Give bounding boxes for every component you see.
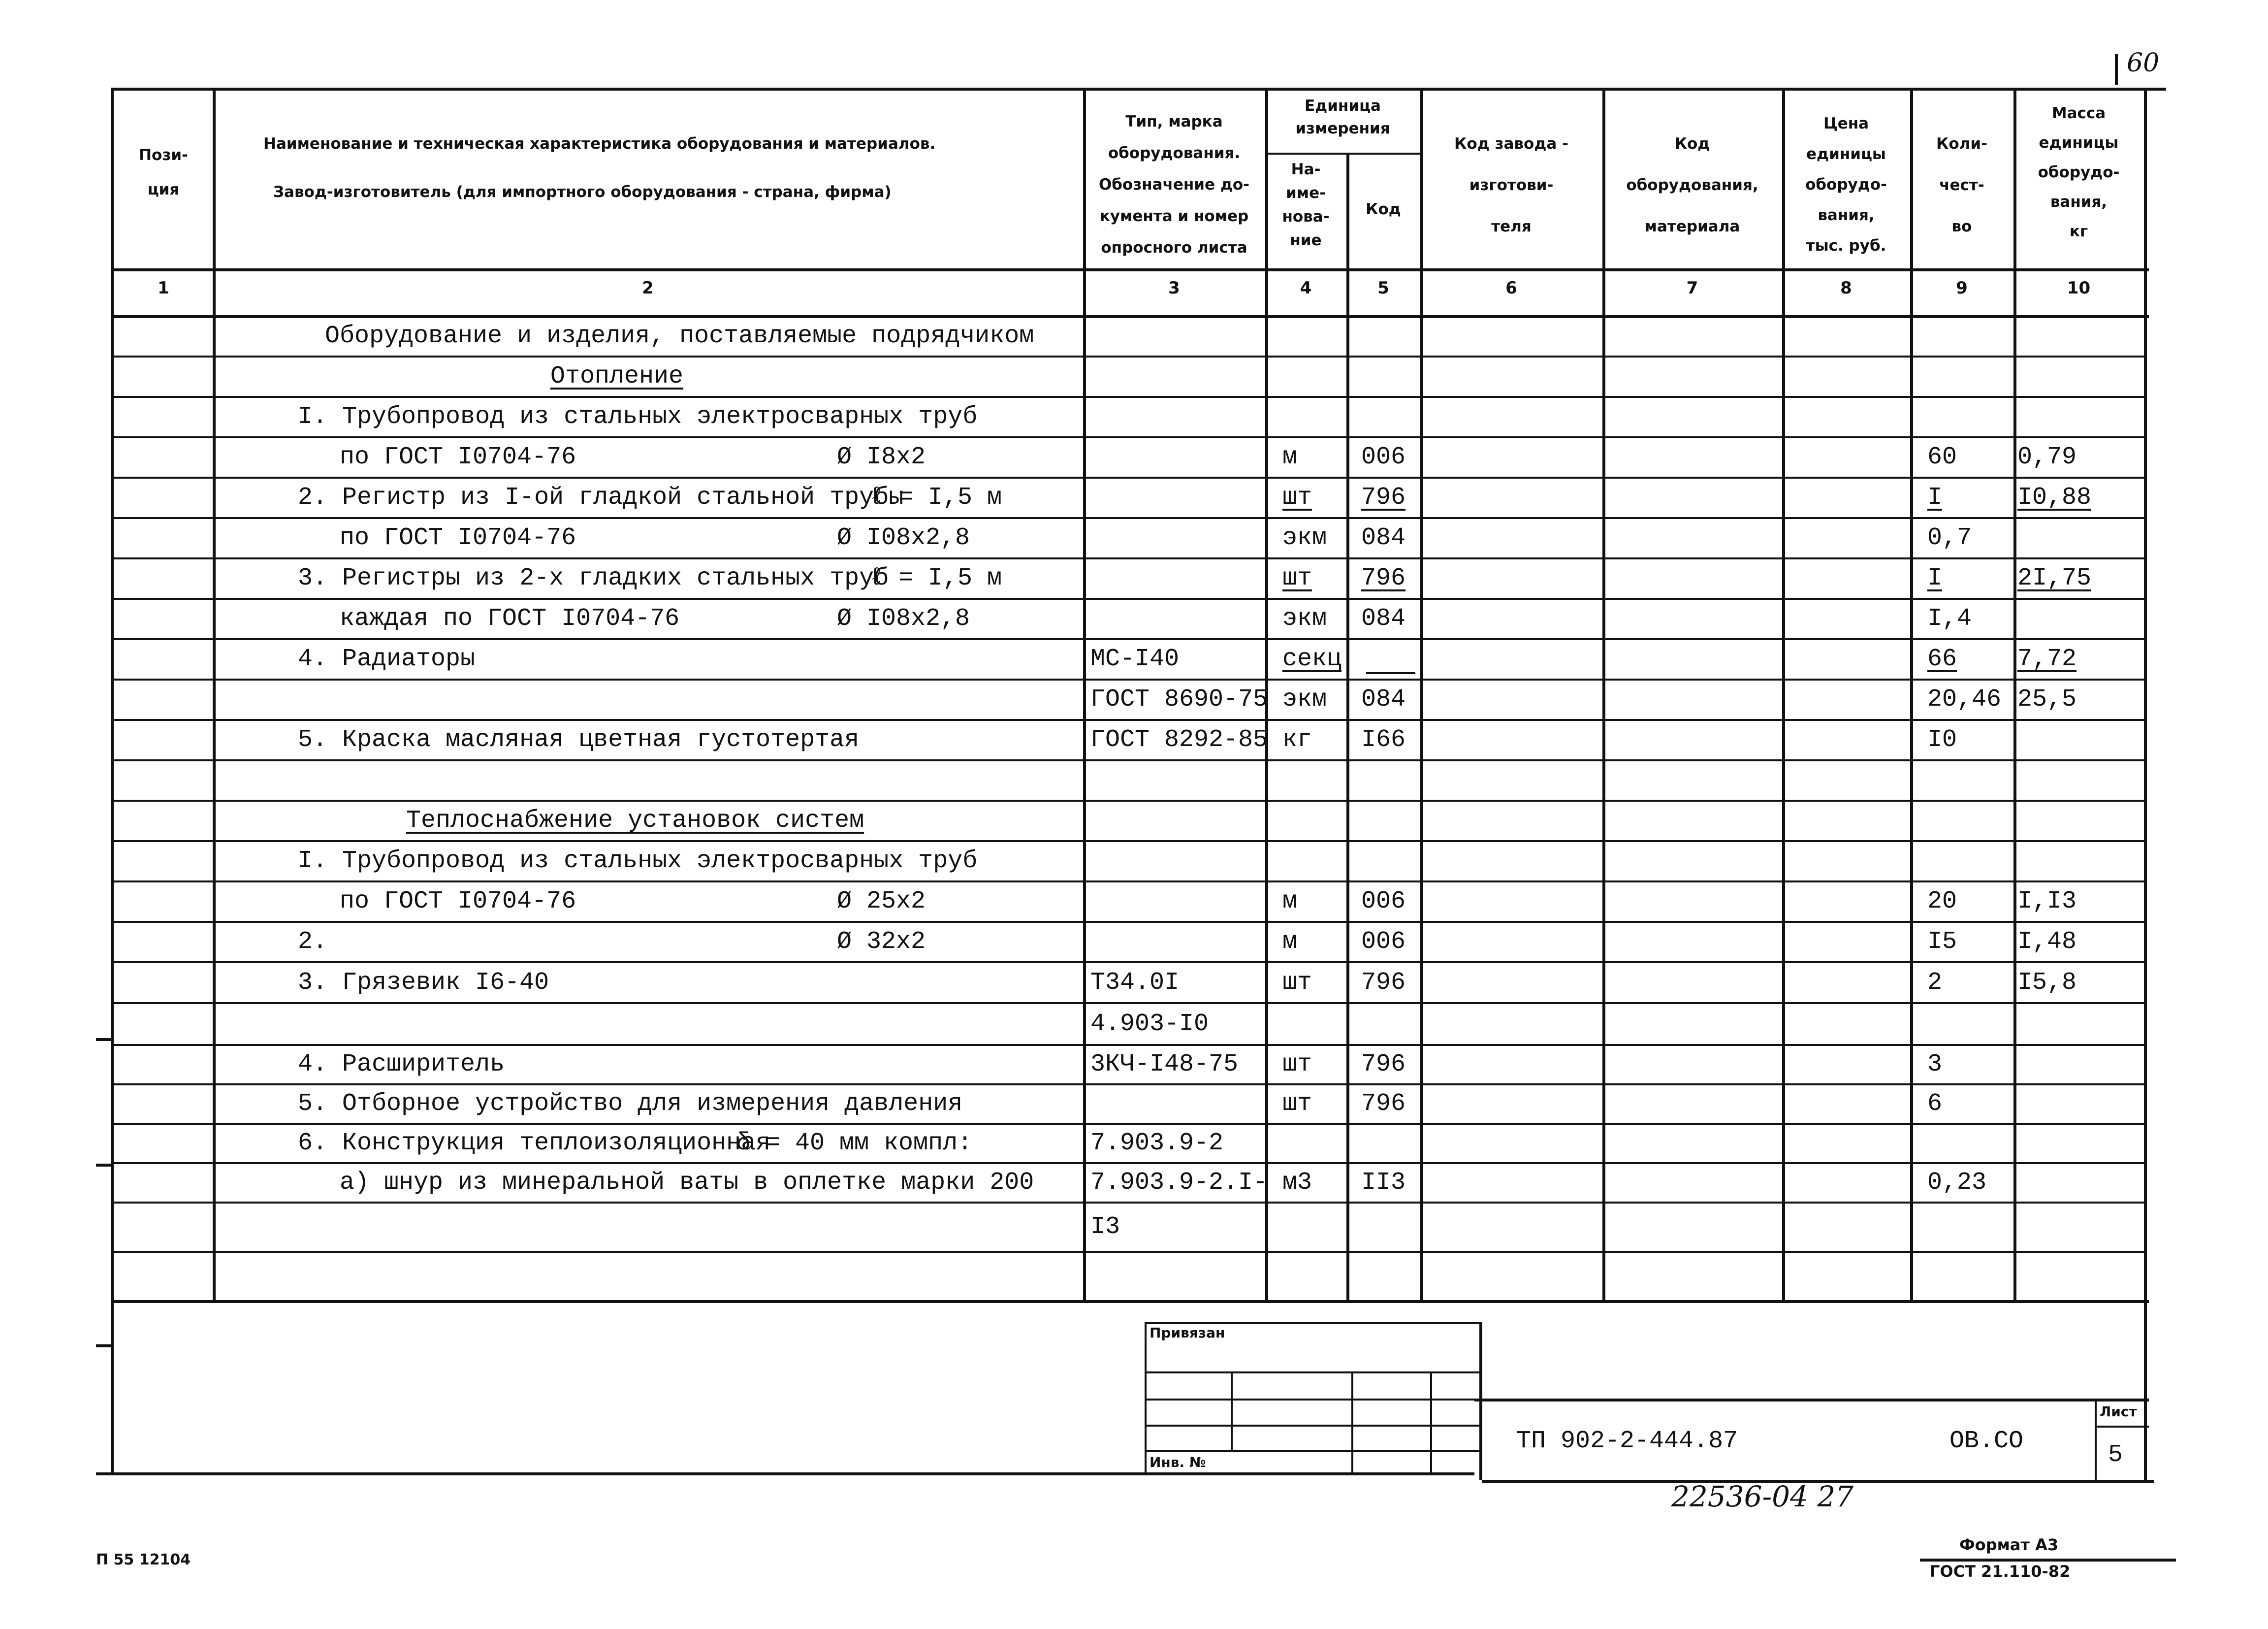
row-name: а) шнур из минеральной ваты в оплетке марки 200 — [340, 1169, 1034, 1197]
page-number: 60 — [2127, 48, 2160, 78]
stamp-box-div-3 — [1430, 1371, 1432, 1475]
row-line — [113, 517, 2144, 519]
stamp-box-div-1 — [1231, 1371, 1233, 1450]
row-line — [113, 921, 2144, 923]
handwritten-number: 22536-04 27 — [1671, 1480, 1854, 1513]
row-line — [113, 598, 2144, 600]
header-unit-group: Единица измерения — [1295, 97, 1390, 137]
row-unit: шт — [1282, 968, 1312, 997]
row-unit: м — [1282, 443, 1298, 471]
stamp-top-line — [1474, 1399, 2149, 1401]
row-line — [113, 1300, 2144, 1302]
footer-line-left — [96, 1472, 1474, 1475]
header-quantity: Коли- чест- во — [1936, 135, 1987, 235]
row-name: 2. Регистр из I-ой гладкой стальной трубы — [298, 484, 904, 512]
row-quantity: 20 — [1927, 887, 1957, 915]
stamp-inv-no: Инв. № — [1150, 1454, 1206, 1470]
col-div-8 — [1910, 88, 1913, 1300]
sheet-label-line — [2095, 1426, 2149, 1428]
row-line — [113, 840, 2144, 842]
row-mass: I,I3 — [2017, 887, 2077, 915]
row-quantity: 3 — [1927, 1050, 1943, 1078]
row-name: 3. Регистры из 2-х гладких стальных труб — [298, 564, 889, 592]
row-name: 4. Расширитель — [298, 1050, 505, 1078]
row-name: I. Трубопровод из стальных электросварных труб — [298, 847, 978, 875]
header-mass: Масса единицы оборудо- вания, кг — [2038, 104, 2120, 240]
row-code: 796 — [1361, 1090, 1406, 1118]
row-unit: м3 — [1282, 1169, 1312, 1197]
row-name: 4. Радиаторы — [298, 645, 476, 673]
row-type: Т34.0I — [1090, 968, 1180, 997]
stamp-privyazan: Привязан — [1150, 1325, 1225, 1341]
doc-mark: ОВ.СО — [1949, 1427, 2024, 1455]
row-name: I. Трубопровод из стальных электросварных труб — [298, 403, 978, 431]
gost-label: ГОСТ 21.110-82 — [1930, 1562, 2071, 1581]
row-name: 6. Конструкция теплоизоляционная — [298, 1129, 771, 1157]
row-quantity: I,4 — [1927, 605, 1972, 633]
row-name: 5. Отборное устройство для измерения давления — [298, 1090, 963, 1118]
row-line — [113, 679, 2144, 681]
unit-group-line — [1265, 153, 1420, 155]
colnum-7: 7 — [1686, 278, 1698, 298]
row-name: 5. Краска масляная цветная густотертая — [298, 726, 860, 754]
frame-left — [111, 88, 114, 1472]
row-name: по ГОСТ I0704-76 — [340, 443, 576, 471]
row-quantity: I — [1927, 564, 1943, 592]
row-quantity: 20,46 — [1927, 685, 2002, 714]
row-quantity: 60 — [1927, 443, 1957, 471]
header-name-line1: Наименование и техническая характеристика оборудования и материалов. — [263, 135, 936, 153]
row-unit: шт — [1282, 484, 1312, 512]
row-type: 7.903.9-2.I- — [1090, 1169, 1268, 1197]
colnum-1: 1 — [158, 278, 169, 298]
row-code: 796 — [1361, 484, 1406, 512]
row-quantity: 0,23 — [1927, 1169, 1987, 1197]
colnum-3: 3 — [1168, 278, 1180, 298]
row-code: 006 — [1361, 887, 1406, 915]
margin-tick-2 — [96, 1164, 111, 1167]
row-mass: 25,5 — [2017, 685, 2077, 714]
stamp-box-line-3 — [1145, 1425, 1479, 1427]
row-mass: 2I,75 — [2017, 564, 2092, 592]
row-type: ГОСТ 8292-85 — [1090, 726, 1268, 754]
margin-tick-3 — [96, 1344, 111, 1347]
colnum-9: 9 — [1956, 278, 1968, 298]
row-dimension: Ø 25x2 — [837, 887, 926, 915]
header-unit-name: На- име- нова- ние — [1282, 161, 1330, 249]
row-name: Отопление — [550, 362, 684, 391]
row-type: 3КЧ-I48-75 — [1090, 1050, 1239, 1078]
row-type: I3 — [1090, 1213, 1120, 1241]
header-equipment-code: Код оборудования, материала — [1626, 135, 1758, 235]
row-quantity: 2 — [1927, 968, 1943, 997]
row-type: МС-I40 — [1090, 645, 1180, 673]
row-code: 006 — [1361, 443, 1406, 471]
colnum-6: 6 — [1505, 278, 1517, 298]
col-div-7 — [1782, 88, 1785, 1300]
sheet-box-left — [2095, 1399, 2097, 1480]
row-name: 2. — [298, 928, 328, 956]
stamp-box-top — [1145, 1322, 1479, 1324]
row-name: по ГОСТ I0704-76 — [340, 887, 576, 915]
stamp-box-right — [1479, 1322, 1482, 1480]
row-dimension: ℓ = I,5 м — [869, 484, 1002, 512]
row-line — [113, 1202, 2144, 1204]
row-unit: шт — [1282, 564, 1312, 592]
frame-right — [2144, 88, 2147, 1481]
colnum-bottom-line — [111, 315, 2149, 318]
header-bottom-line — [111, 268, 2149, 271]
row-mass: I5,8 — [2017, 968, 2077, 997]
row-line — [113, 1162, 2144, 1164]
stamp-box-line-1 — [1145, 1371, 1479, 1373]
bottom-right-line — [1920, 1559, 2176, 1562]
row-mass: 0,79 — [2017, 443, 2077, 471]
row-line — [113, 800, 2144, 802]
row-name: Теплоснабжение установок систем — [406, 807, 864, 835]
frame-top — [111, 88, 2166, 91]
row-unit: экм — [1282, 685, 1327, 714]
colnum-8: 8 — [1840, 278, 1852, 298]
row-line — [113, 1044, 2144, 1046]
row-name: по ГОСТ I0704-76 — [340, 524, 576, 552]
row-unit: шт — [1282, 1050, 1312, 1078]
row-line — [113, 1123, 2144, 1125]
row-code: II3 — [1361, 1169, 1406, 1197]
margin-tick-1 — [96, 1038, 111, 1041]
colnum-2: 2 — [642, 278, 654, 298]
row-line — [113, 356, 2144, 358]
row-code: 796 — [1361, 1050, 1406, 1078]
sheet-number: 5 — [2108, 1441, 2123, 1469]
row-quantity: I — [1927, 484, 1943, 512]
row-line — [113, 880, 2144, 882]
row-line — [113, 759, 2144, 761]
bottom-left-code: П 55 12104 — [96, 1551, 191, 1568]
col-div-9 — [2013, 88, 2016, 1300]
row-line — [113, 1002, 2144, 1004]
page-number-mark — [2115, 54, 2118, 85]
stamp-box-left — [1145, 1322, 1147, 1475]
row-type: ГОСТ 8690-75 — [1090, 685, 1268, 714]
colnum-5: 5 — [1377, 278, 1389, 298]
header-type: Тип, марка оборудования. Обозначение до- кумента и номер опросного листа — [1098, 113, 1250, 257]
row-line — [113, 396, 2144, 398]
row-unit: секц — [1282, 645, 1342, 673]
row-line — [113, 719, 2144, 721]
stamp-box-line-2 — [1145, 1399, 1479, 1401]
row-mass: I,48 — [2017, 928, 2077, 956]
header-price: Цена единицы оборудо- вания, тыс. руб. — [1805, 115, 1887, 255]
row-code: 084 — [1361, 605, 1406, 633]
row-unit: экм — [1282, 524, 1327, 552]
row-code-blank — [1366, 672, 1415, 674]
row-dimension: Ø I08x2,8 — [837, 524, 970, 552]
row-mass: 7,72 — [2017, 645, 2077, 673]
colnum-4: 4 — [1300, 278, 1312, 298]
header-factory-code: Код завода - изготови- теля — [1454, 135, 1568, 235]
stamp-box-div-2 — [1351, 1371, 1353, 1475]
row-code: 084 — [1361, 685, 1406, 714]
row-line — [113, 1083, 2144, 1085]
row-mass: I0,88 — [2017, 484, 2092, 512]
row-name: каждая по ГОСТ I0704-76 — [340, 605, 680, 633]
row-line — [113, 436, 2144, 438]
row-quantity: 66 — [1927, 645, 1957, 673]
row-unit: кг — [1282, 726, 1312, 754]
row-code: I66 — [1361, 726, 1406, 754]
header-position: Пози- ция — [139, 146, 188, 198]
row-name: 3. Грязевик I6-40 — [298, 968, 549, 997]
row-quantity: 0,7 — [1927, 524, 1972, 552]
col-div-5 — [1420, 88, 1423, 1300]
row-unit: экм — [1282, 605, 1327, 633]
colnum-10: 10 — [2067, 278, 2091, 298]
row-code: 006 — [1361, 928, 1406, 956]
doc-code: ТП 902-2-444.87 — [1516, 1427, 1738, 1455]
row-line — [113, 1251, 2144, 1253]
col-div-1 — [213, 88, 216, 1300]
stamp-box-line-4 — [1145, 1450, 1479, 1452]
row-unit: м — [1282, 928, 1298, 956]
row-line — [113, 638, 2144, 640]
row-dimension: δ = 40 мм компл: — [736, 1129, 973, 1157]
row-code: 796 — [1361, 564, 1406, 592]
row-line — [113, 557, 2144, 559]
row-dimension: Ø I8x2 — [837, 443, 926, 471]
row-type: 7.903.9-2 — [1090, 1129, 1224, 1157]
row-unit: м — [1282, 887, 1298, 915]
row-dimension: Ø I08x2,8 — [837, 605, 970, 633]
col-div-4 — [1346, 153, 1349, 1300]
row-quantity: I5 — [1927, 928, 1957, 956]
row-quantity: I0 — [1927, 726, 1957, 754]
row-unit: шт — [1282, 1090, 1312, 1118]
row-dimension: Ø 32x2 — [837, 928, 926, 956]
header-unit-code: Код — [1366, 200, 1401, 218]
header-name-line2: Завод-изготовитель (для импортного оборудования - страна, фирма) — [273, 183, 892, 201]
row-line — [113, 961, 2144, 963]
row-dimension: ℓ = I,5 м — [869, 564, 1002, 592]
col-div-2 — [1083, 88, 1086, 1300]
format-label: Формат А3 — [1959, 1535, 2059, 1554]
row-name: Оборудование и изделия, поставляемые подрядчиком — [325, 322, 1034, 350]
row-code: 796 — [1361, 968, 1406, 997]
row-line — [113, 477, 2144, 479]
row-type: 4.903-I0 — [1090, 1010, 1209, 1038]
row-code: 084 — [1361, 524, 1406, 552]
sheet-label: Лист — [2100, 1403, 2137, 1420]
col-div-6 — [1602, 88, 1605, 1300]
row-quantity: 6 — [1927, 1090, 1943, 1118]
